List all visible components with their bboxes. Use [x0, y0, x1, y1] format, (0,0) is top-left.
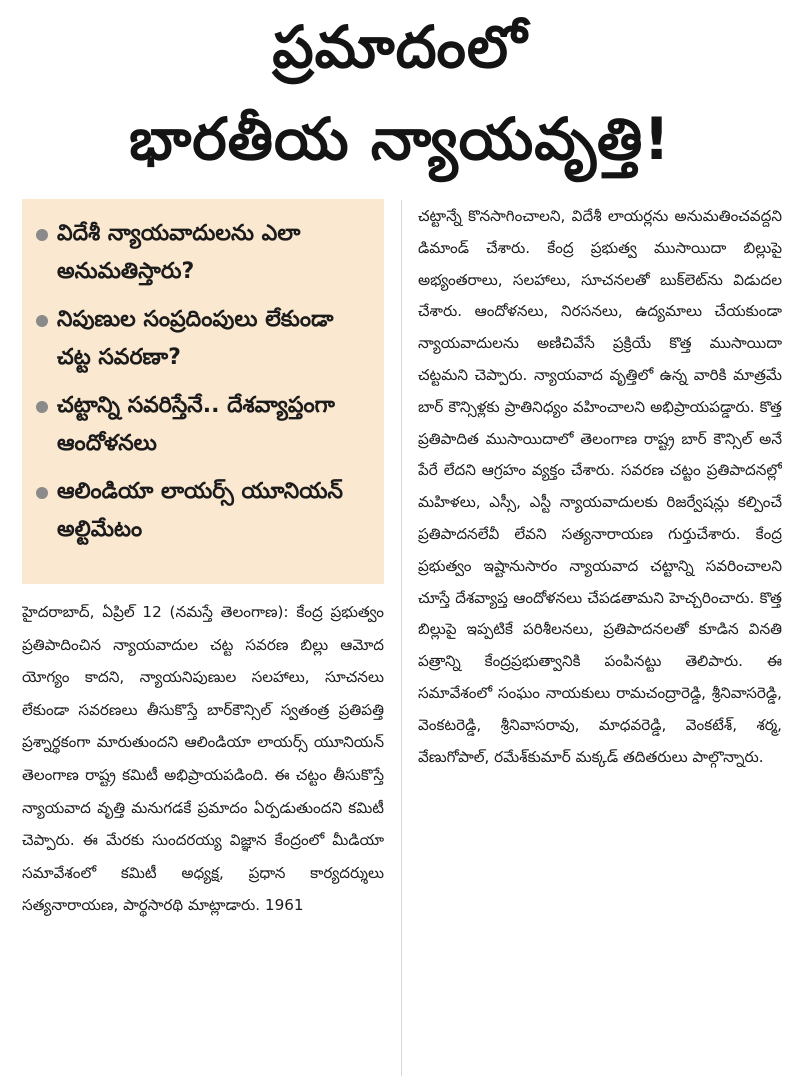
highlight-text: విదేశీ న్యాయవాదులను ఎలా అనుమతిస్తారు? — [57, 221, 301, 284]
highlight-item — [36, 215, 374, 291]
highlight-text: నిపుణుల సంప్రదింపులు లేకుండా చట్ట సవరణా? — [57, 307, 334, 370]
article-body-left-column: హైదరాబాద్, ఏప్రిల్ 12 (నమస్తే తెలంగాణ): కేంద్ర ప్రభుత్వం ప్రతిపాదించిన న్యాయవాదుల చట్ట సవరణ బిల్లు ఆమోద యోగ్యం కాదని, న్యాయనిపుణుల సలహాలు, సూచనలు లేకుండా సవరణలు తీసుకొస్తే బార్‌కౌన్సిల్ స్వతంత్ర ప్రతిపత్తి ప్రశ్నార్థకంగా మారుతుందని ఆలిండియా లాయర్స్ యూనియన్ తెలంగాణ రాష్ట్ర కమిటీ అభిప్రాయపడింది. ఈ చట్టం తీసుకొస్తే న్యాయవాద వృత్తి మనుగడకే ప్రమాదం ఏర్పడుతుందని కమిటీ చెప్పారు. ఈ మేరకు సుందరయ్య విజ్ఞాన కేంద్రంలో మీడియా సమావేశంలో కమిటీ అధ్యక్ష, ప్రధాన కార్యదర్శులు సత్యనారాయణ, పార్థసారథి మాట్లాడారు. 1961 — [22, 603, 384, 915]
highlight-item — [36, 473, 374, 549]
bullet-icon — [36, 401, 48, 413]
headline — [0, 0, 800, 192]
highlight-text: ఆలిండియా లాయర్స్ యూనియన్ అల్టిమేటం — [57, 479, 343, 542]
highlight-text: చట్టాన్ని సవరిస్తేనే.. దేశవ్యాప్తంగా ఆందోళనలు — [57, 393, 335, 456]
headline-line-1: ప్రమాదంలో — [272, 13, 528, 81]
highlight-item — [36, 301, 374, 377]
column-divider — [401, 200, 402, 1076]
article-body-right-column: చట్టాన్నే కొనసాగించాలని, విదేశీ లాయర్లను అనుమతించవద్దని డిమాండ్ చేశారు. కేంద్ర ప్రభుత్వ ముసాయిదా బిల్లుపై అభ్యంతరాలు, సలహాలు, సూచనలతో బుక్‌లెట్‌ను విడుదల చేశారు. ఆందోళనలు, నిరసనలు, ఉద్యమాలు చేయకుండా న్యాయవాదులను అణిచివేసే ప్రక్రియే కొత్త ముసాయిదా చట్టమని చెప్పారు. న్యాయవాద వృత్తిలో ఉన్న వారికి మాత్రమే బార్ కౌన్సిళ్లకు ప్రాతినిధ్యం వహించాలని అభిప్రాయపడ్డారు. కొత్త ప్రతిపాదిత ముసాయిదాలో తెలంగాణ రాష్ట్ర బార్ కౌన్సిల్ అనే పేరే లేదని ఆగ్రహం వ్యక్తం చేశారు. సవరణ చట్టం ప్రతిపాదనల్లో మహిళలు, ఎస్సీ, ఎస్టీ న్యాయవాదులకు రిజర్వేషన్లు కల్పించే ప్రతిపాదనలేవీ లేవని సత్యనారాయణ గుర్తుచేశారు. కేంద్ర ప్రభుత్వం ఇష్టానుసారం న్యాయవాద చట్టాన్ని సవరించాలని చూస్తే దేశవ్యాప్త ఆందోళనలు చేపడతామని హెచ్చరించారు. కొత్త బిల్లుపై ఇప్పటికే పరిశీలనలు, ప్రతిపాదనలతో కూడిన వినతి పత్రాన్ని కేంద్రప్రభుత్వానికి పంపినట్టు తెలిపారు. ఈ సమావేశంలో సంఘం నాయకులు రామచంద్రారెడ్డి, శ్రీనివాసరెడ్డి, వెంకటరెడ్డి, శ్రీనివాసరావు, మాధవరెడ్డి, వెంకటేశ్, శర్మ, వేణుగోపాల్, రమేశ్‌కుమార్ మక్కడ్ తదితరులు పాల్గొన్నారు. — [418, 207, 782, 766]
bullet-icon — [36, 487, 48, 499]
headline-line-2: భారతీయ న్యాయవృత్తి! — [129, 105, 671, 173]
highlights-box — [22, 199, 384, 584]
highlight-item — [36, 387, 374, 463]
bullet-icon — [36, 315, 48, 327]
bullet-icon — [36, 229, 48, 241]
